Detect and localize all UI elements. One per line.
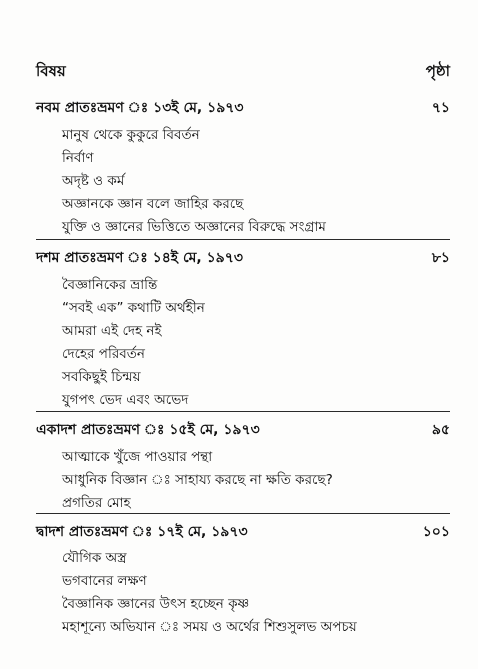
section-divider	[36, 239, 450, 240]
toc-entry: অদৃষ্ট ও কর্ম	[62, 173, 125, 189]
toc-entry: নির্বাণ	[62, 150, 94, 166]
toc-entry: দেহের পরিবর্তন	[62, 346, 145, 362]
section-title-text: দ্বাদশ প্রাতঃভ্রমণ ঃ ১৭ই মে, ১৯৭৩	[36, 524, 248, 540]
section-divider	[36, 411, 450, 412]
toc-entry: “সবই এক” কথাটি অর্থহীন	[62, 300, 205, 316]
section-page-number: ৯৫	[431, 422, 450, 438]
toc-entry: যুক্তি ও জ্ঞানের ভিত্তিতে অজ্ঞানের বিরুদ্ধে সংগ্রাম	[62, 219, 326, 235]
section-12-title	[36, 520, 450, 542]
toc-entry: আমরা এই দেহ নই	[62, 323, 162, 339]
section-11-title	[36, 418, 450, 440]
toc-entry: ভগবানের লক্ষণ	[62, 573, 147, 589]
toc-entry: বৈজ্ঞানিকের ভ্রান্তি	[62, 277, 158, 293]
toc-entry: বৈজ্ঞানিক জ্ঞানের উৎস হচ্ছেন কৃষ্ণ	[62, 596, 250, 612]
section-page-number: ৮১	[431, 250, 450, 266]
section-divider	[36, 513, 450, 514]
section-title-text: একাদশ প্রাতঃভ্রমণ ঃ ১৫ই মে, ১৯৭৩	[36, 422, 260, 438]
subject-heading: বিষয়	[36, 62, 66, 80]
toc-entry: মহাশূন্যে অভিযান ঃ সময় ও অর্থের শিশুসুলভ অপচয়	[62, 619, 357, 635]
page-heading: পৃষ্ঠা	[425, 62, 450, 80]
section-title-text: দশম প্রাতঃভ্রমণ ঃ ১৪ই মে, ১৯৭৩	[36, 250, 243, 266]
toc-entry: প্রগতির মোহ	[62, 495, 131, 511]
toc-header	[36, 60, 450, 82]
toc-entry: আধুনিক বিজ্ঞান ঃ সাহায্য করছে না ক্ষতি করছে?	[62, 472, 333, 488]
toc-entry: যুগপৎ ভেদ এবং অভেদ	[62, 392, 189, 408]
section-9-title	[36, 96, 450, 118]
toc-entry: আত্মাকে খুঁজে পাওয়ার পন্থা	[62, 449, 213, 465]
section-page-number: ৭১	[431, 100, 450, 116]
section-page-number: ১০১	[422, 524, 450, 540]
section-title-text: নবম প্রাতঃভ্রমণ ঃ ১৩ই মে, ১৯৭৩	[36, 100, 244, 116]
section-10-title	[36, 246, 450, 268]
toc-entry: সবকিছুই চিন্ময়	[62, 369, 141, 385]
toc-entry: যৌগিক অস্ত্র	[62, 550, 127, 566]
toc-entry: অজ্ঞানকে জ্ঞান বলে জাহির করছে	[62, 196, 244, 212]
toc-entry: মানুষ থেকে কুকুরে বিবর্তন	[62, 127, 200, 143]
